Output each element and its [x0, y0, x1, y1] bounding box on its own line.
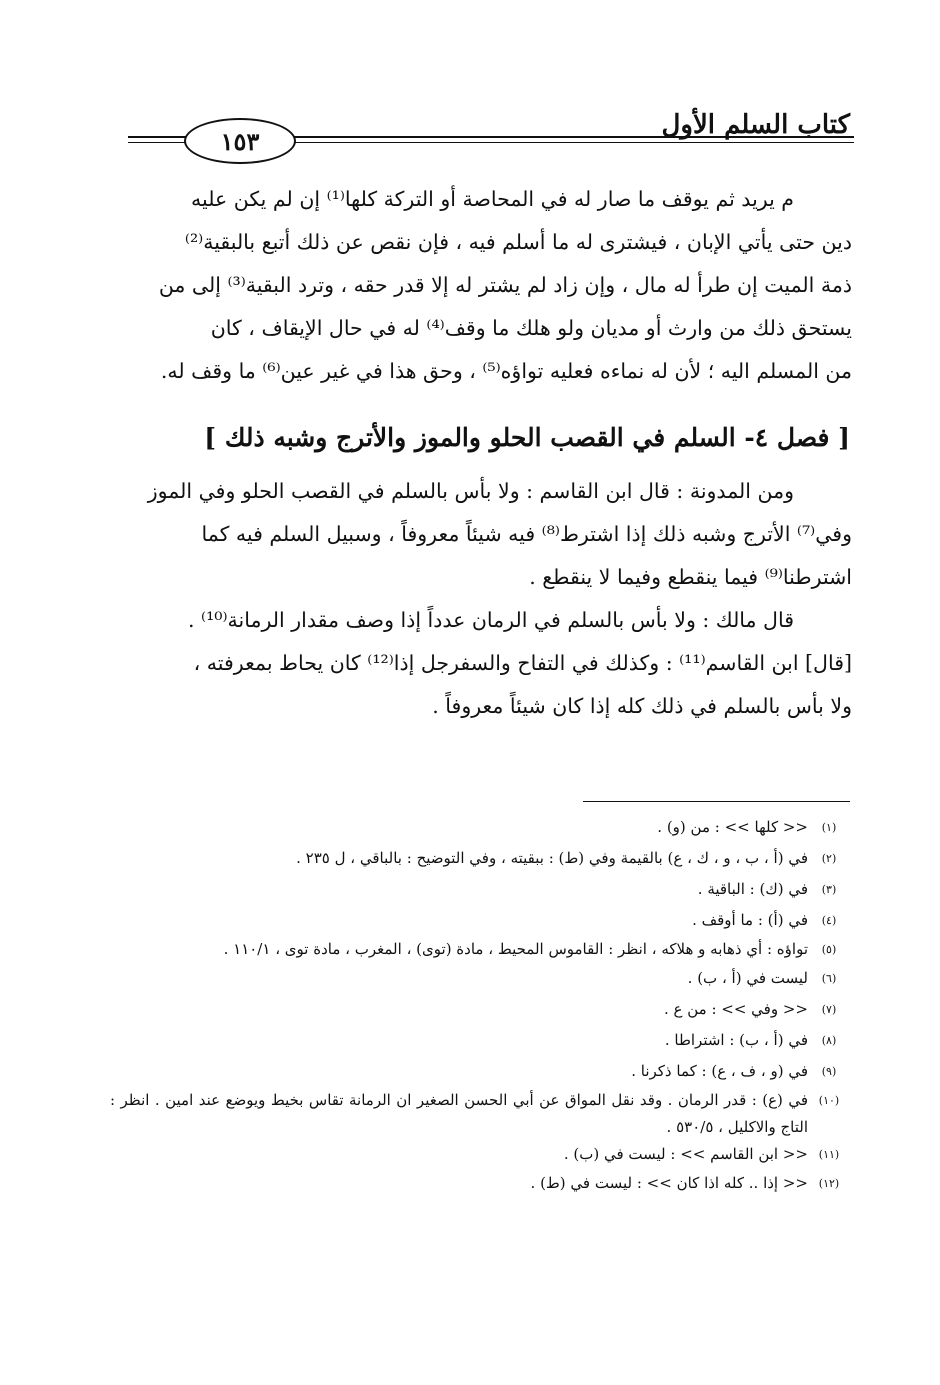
- footnote-separator: [583, 801, 850, 802]
- footnote: [110, 905, 850, 936]
- paragraph-line: اشترطنا⁽⁹⁾ فيما ينقطع وفيما لا ينقطع .: [529, 565, 852, 589]
- running-title: كتاب السلم الأول: [661, 110, 850, 140]
- paragraph-line: قال مالك : ولا بأس بالسلم في الرمان عدداً إذا وصف مقدار الرمانة⁽¹⁰⁾ .: [188, 608, 794, 632]
- page-number-text: ١٥٣: [220, 126, 260, 156]
- footnote: [110, 1087, 850, 1141]
- paragraph-line: وفي⁽⁷⁾ الأترج وشبه ذلك إذا اشترط⁽⁸⁾ فيه شيئاً معروفاً ، وسبيل السلم فيه كما: [201, 522, 852, 546]
- footnote-number: (٥): [821, 943, 837, 956]
- footnote: [110, 874, 850, 905]
- footnote-text: ليست في (أ ، ب) .: [687, 969, 808, 987]
- footnote-text: << ابن القاسم >> : ليست في (ب) .: [563, 1145, 808, 1163]
- footnote: [110, 936, 850, 963]
- page-number: [184, 118, 296, 164]
- footnote: [110, 1141, 850, 1168]
- footnote-number: (٣): [821, 883, 837, 896]
- paragraph-2: [112, 470, 852, 728]
- footnote-text: في (ك) : الباقية .: [697, 880, 808, 898]
- footnote-text: << وفي >> : من ع .: [663, 1000, 808, 1018]
- footnote-text: << كلها >> : من (و) .: [657, 818, 808, 836]
- footnote-number: (١٠): [818, 1094, 840, 1107]
- footnote-number: (٤): [821, 914, 837, 927]
- paragraph-line: ذمة الميت إن طرأ له مال ، وإن زاد لم يشتر له إلا قدر حقه ، وترد البقية⁽³⁾ إلى من: [158, 273, 852, 297]
- paragraph-line: م يريد ثم يوقف ما صار له في المحاصة أو التركة كلها⁽¹⁾ إن لم يكن عليه: [191, 187, 794, 211]
- footnote-number: (١): [821, 821, 837, 834]
- footnote: [110, 994, 850, 1025]
- footnote-number: (٦): [821, 972, 837, 985]
- footnote-text: في (ع) : قدر الرمان . وقد نقل المواق عن أبي الحسن الصغير ان الرمانة تقاس بخيط ويوضع عند امين . انظر : التاج والاكليل ، ٥٣٠/٥ .: [110, 1091, 808, 1136]
- footnotes: [110, 812, 850, 1199]
- paragraph-line: [قال] ابن القاسم⁽¹¹⁾ : وكذلك في التفاح والسفرجل إذا⁽¹²⁾ كان يحاط بمعرفته ،: [193, 651, 852, 675]
- footnote-text: << إذا .. كله اذا كان >> : ليست في (ط) .: [530, 1174, 808, 1192]
- paragraph-line: ومن المدونة : قال ابن القاسم : ولا بأس بالسلم في القصب الحلو وفي الموز: [147, 479, 794, 503]
- page-header: [128, 108, 854, 158]
- footnote-text: تواؤه : أي ذهابه و هلاكه ، انظر : القاموس المحيط ، مادة (توى) ، المغرب ، مادة توى ، ١١٠/١ .: [223, 940, 808, 958]
- footnote-number: (٩): [821, 1065, 837, 1078]
- footnote: [110, 1168, 850, 1199]
- footnote-text: في (و ، ف ، ع) : كما ذكرنا .: [631, 1062, 808, 1080]
- footnote: [110, 963, 850, 994]
- footnote: [110, 1056, 850, 1087]
- footnote: [110, 812, 850, 843]
- footnote-text: في (أ ، ب) : اشتراطا .: [664, 1031, 808, 1049]
- footnote-number: (١١): [818, 1148, 840, 1161]
- footnote: [110, 843, 850, 874]
- footnote-number: (١٢): [818, 1177, 840, 1190]
- paragraph-1: [112, 178, 852, 393]
- footnote-number: (٢): [821, 852, 837, 865]
- footnote: [110, 1025, 850, 1056]
- footnote-text: في (أ ، ب ، و ، ك ، ع) بالقيمة وفي (ط) : ببقيته ، وفي التوضيح : بالباقي ، ل ٢٣٥ .: [296, 849, 808, 867]
- footnote-number: (٨): [821, 1034, 837, 1047]
- paragraph-line: ولا بأس بالسلم في ذلك كله إذا كان شيئاً معروفاً .: [432, 694, 852, 718]
- section-heading: [ فصل ٤- السلم في القصب الحلو والموز والأترج وشبه ذلك ]: [204, 423, 850, 452]
- footnote-text: في (أ) : ما أوقف .: [692, 911, 808, 929]
- paragraph-line: من المسلم اليه ؛ لأن له نماءه فعليه تواؤه⁽⁵⁾ ، وحق هذا في غير عين⁽⁶⁾ ما وقف له.: [160, 359, 852, 383]
- paragraph-line: يستحق ذلك من وارث أو مديان ولو هلك ما وقف⁽⁴⁾ له في حال الإيقاف ، كان: [210, 316, 852, 340]
- footnote-number: (٧): [821, 1003, 837, 1016]
- paragraph-line: دين حتى يأتي الإبان ، فيشترى له ما أسلم فيه ، فإن نقص عن ذلك أتبع بالبقية⁽²⁾: [184, 230, 852, 254]
